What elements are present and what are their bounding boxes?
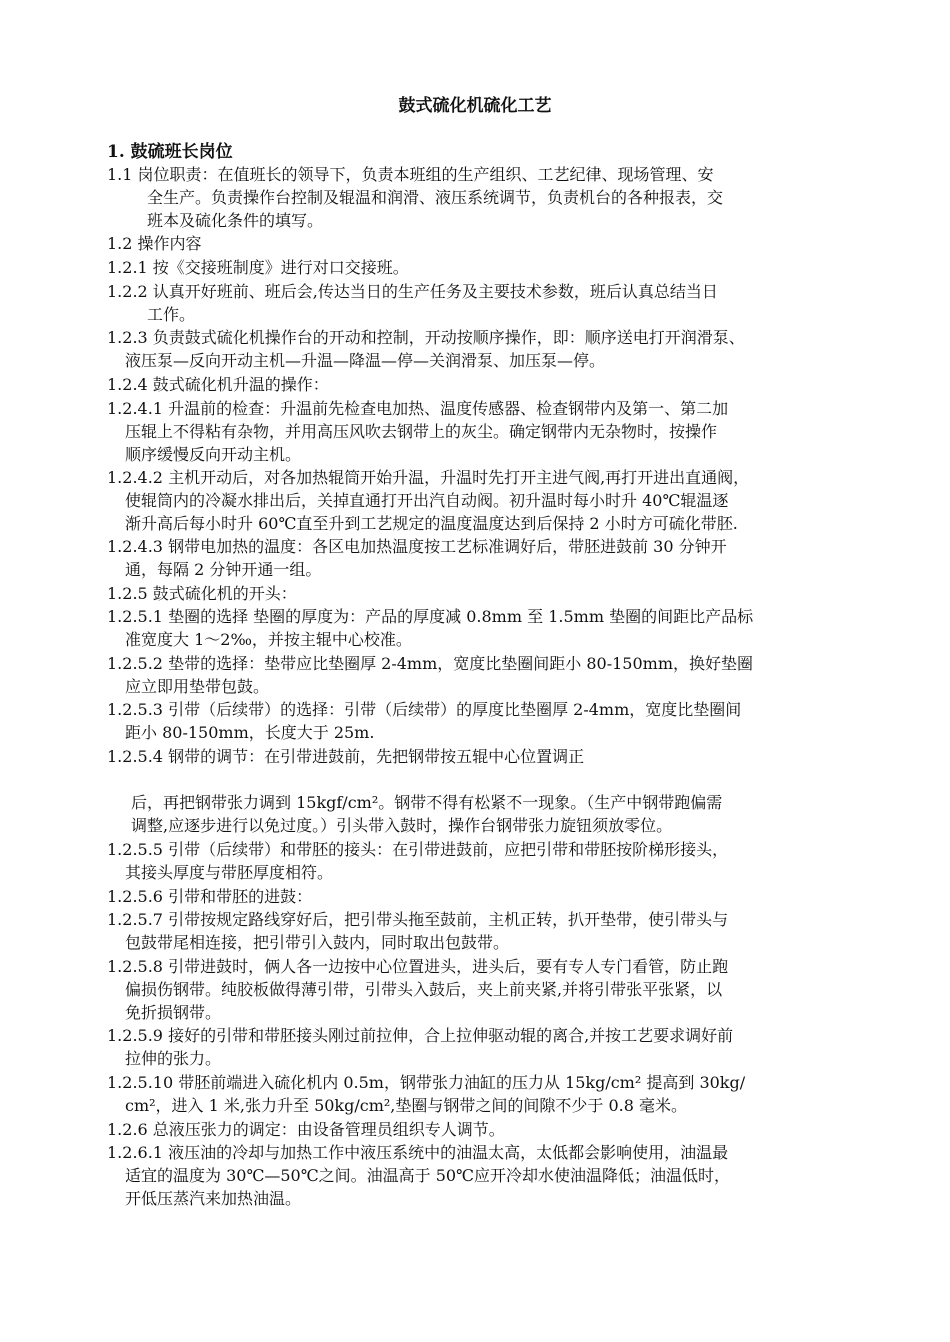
- text-line: 1.2.4.3 钢带电加热的温度：各区电加热温度按工艺标准调好后，带胚进鼓前 30 分钟开: [107, 537, 727, 556]
- text-line: 1.2.5 鼓式硫化机的开头：: [107, 584, 297, 603]
- text-line: 1.2.5.1 垫圈的选择 垫圈的厚度为：产品的厚度减 0.8mm 至 1.5mm 垫圈的间距比产品标: [107, 607, 754, 626]
- text-line: 使辊筒内的冷凝水排出后，关掉直通打开出汽自动阀。初升温时每小时升 40℃辊温逐: [125, 491, 729, 510]
- text-line: 1.2.5.4 钢带的调节：在引带进鼓前，先把钢带按五辊中心位置调正: [107, 747, 585, 766]
- text-line: 包鼓带尾相连接，把引带引入鼓内，同时取出包鼓带。: [125, 933, 510, 952]
- text-line: 1.2.2 认真开好班前、班后会,传达当日的生产任务及主要技术参数，班后认真总结当日: [107, 282, 718, 301]
- text-line: 准宽度大 1～2‰，并按主辊中心校准。: [125, 630, 412, 649]
- text-line: 1.2 操作内容: [107, 234, 202, 253]
- text-line: 班本及硫化条件的填写。: [147, 211, 324, 230]
- text-line: 渐升高后每小时升 60℃直至升到工艺规定的温度温度达到后保持 2 小时方可硫化带胚.: [125, 514, 738, 533]
- text-line: 1.2.5.5 引带（后续带）和带胚的接头：在引带进鼓前，应把引带和带胚按阶梯形接头，: [107, 840, 729, 859]
- text-line: 1.2.4.1 升温前的检查：升温前先检查电加热、温度传感器、检查钢带内及第一、第二加: [107, 399, 729, 418]
- text-line: 1.2.1 按《交接班制度》进行对口交接班。: [107, 258, 409, 277]
- text-line: 1.2.6 总液压张力的调定：由设备管理员组织专人调节。: [107, 1120, 505, 1139]
- text-line: 应立即用垫带包鼓。: [125, 677, 270, 696]
- document-title: 鼓式硫化机硫化工艺: [398, 96, 552, 116]
- text-line: 偏损伤钢带。纯胶板做得薄引带，引带头入鼓后，夹上前夹紧,并将引带张平张紧，以: [125, 980, 723, 999]
- text-line: 调整,应逐步进行以免过度。）引头带入鼓时，操作台钢带张力旋钮须放零位。: [131, 816, 673, 835]
- text-line: 1.2.4 鼓式硫化机升温的操作：: [107, 375, 329, 394]
- text-line: 1.1 岗位职责：在值班长的领导下，负责本班组的生产组织、工艺纪律、现场管理、安: [107, 165, 714, 184]
- text-line: 压辊上不得粘有杂物，并用高压风吹去钢带上的灰尘。确定钢带内无杂物时，按操作: [125, 422, 718, 441]
- text-line: 1.2.3 负责鼓式硫化机操作台的开动和控制，开动按顺序操作，即：顺序送电打开润滑泵、: [107, 328, 745, 347]
- text-line: 拉伸的张力。: [125, 1049, 222, 1068]
- text-line: 适宜的温度为 30℃—50℃之间。油温高于 50℃应开冷却水使油温降低；油温低时，: [125, 1166, 730, 1185]
- text-line: 免折损钢带。: [125, 1003, 222, 1022]
- text-line: 距小 80-150mm，长度大于 25m.: [125, 723, 375, 742]
- text-line: 1.2.5.9 接好的引带和带胚接头刚过前拉伸，合上拉伸驱动辊的离合,并按工艺要求调好前: [107, 1026, 734, 1045]
- text-line: 顺序缓慢反向开动主机。: [125, 445, 302, 464]
- text-line: 液压泵—反向开动主机—升温—降温—停—关润滑泵、加压泵—停。: [125, 351, 606, 370]
- text-line: 后，再把钢带张力调到 15kgf/cm²。钢带不得有松紧不一现象。（生产中钢带跑偏需: [131, 793, 723, 812]
- section-heading: 1. 鼓硫班长岗位: [107, 142, 233, 162]
- text-line: 工作。: [147, 305, 196, 324]
- text-line: 1.2.5.2 垫带的选择：垫带应比垫圈厚 2-4mm，宽度比垫圈间距小 80-150mm，换好垫圈: [107, 654, 753, 673]
- text-line: 1.2.5.3 引带（后续带）的选择：引带（后续带）的厚度比垫圈厚 2-4mm，宽度比垫圈间: [107, 700, 742, 719]
- text-line: 1.2.5.7 引带按规定路线穿好后，把引带头拖至鼓前，主机正转，扒开垫带，使引带头与: [107, 910, 729, 929]
- text-line: 1.2.5.8 引带进鼓时，俩人各一边按中心位置进头，进头后，要有专人专门看管，防止跑: [107, 957, 729, 976]
- text-line: 1.2.5.6 引带和带胚的进鼓：: [107, 887, 313, 906]
- text-line: 其接头厚度与带胚厚度相符。: [125, 863, 334, 882]
- text-line: 1.2.4.2 主机开动后，对各加热辊筒开始升温，升温时先打开主进气阀,再打开进出直通阀，: [107, 468, 750, 487]
- text-line: 开低压蒸汽来加热油温。: [125, 1189, 302, 1208]
- text-line: 1.2.6.1 液压油的冷却与加热工作中液压系统中的油温太高，太低都会影响使用，油温最: [107, 1143, 729, 1162]
- text-line: cm²，进入 1 米,张力升至 50kg/cm²,垫圈与钢带之间的间隙不少于 0.8 毫米。: [125, 1096, 688, 1115]
- text-line: 通，每隔 2 分钟开通一组。: [125, 560, 322, 579]
- text-line: 1.2.5.10 带胚前端进入硫化机内 0.5m，钢带张力油缸的压力从 15kg/cm² 提高到 30kg/: [107, 1073, 746, 1092]
- text-line: 全生产。负责操作台控制及辊温和润滑、液压系统调节，负责机台的各种报表，交: [147, 188, 724, 207]
